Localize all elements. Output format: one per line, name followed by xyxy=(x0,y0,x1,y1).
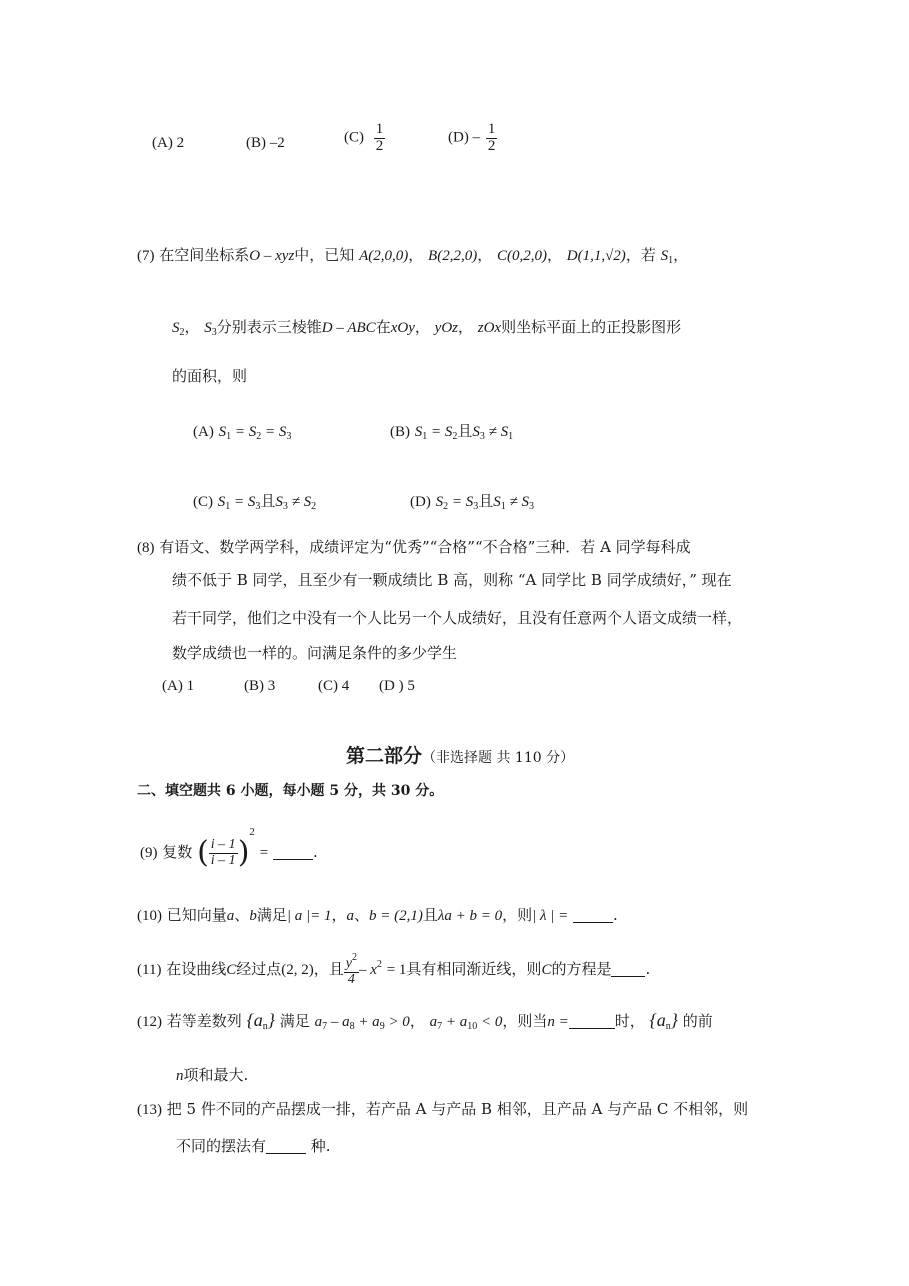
q12-line-1: (12) 若等差数列 $\{a_n\}$ 满足 $a_7 - a_8 + a_9 > 0$， $a_7 + a_{10} < 0$，则当n = 时， $\{a_n\}$ 的前 xyxy=(137,1010,713,1032)
part-2-title: 第二部分 xyxy=(346,745,423,767)
q8-line-4: 数学成绩也一样的。问满足条件的多少学生 xyxy=(172,644,458,662)
part-2-heading xyxy=(346,745,574,768)
q7-line-2: $S_2$， $S_3$分别表示三棱锥D – ABC在xOy， yOz， zOx则坐标平面上的正投影图形 xyxy=(172,318,682,338)
q13-line-2-a: 不同的摆法有 xyxy=(176,1137,267,1155)
q7-text: 在空间坐标系 xyxy=(159,246,250,264)
q11-answer-blank[interactable] xyxy=(611,961,645,977)
q12-answer-blank[interactable] xyxy=(569,1013,615,1029)
q8-number: (8) xyxy=(137,540,155,556)
q12-text-1: 若等差数列 xyxy=(166,1012,242,1030)
q10-then: ，则 xyxy=(502,906,533,924)
q7-option-a: (A) $S_1 = S_2 = S_3$ xyxy=(193,424,292,442)
q9-number: (9) xyxy=(140,845,158,861)
q10-vector-b: b xyxy=(249,908,257,924)
q13-answer-blank[interactable] xyxy=(266,1138,306,1154)
q7-line2-end: 则坐标平面上的正投影图形 xyxy=(501,318,682,336)
q9: (9) 复数 ( $\frac{i - 1}{i - 1}$ )$^2$ = . xyxy=(140,826,318,870)
q6-option-c-fraction xyxy=(374,122,386,155)
q11-curve-c-2: C xyxy=(541,962,552,979)
q12-text-5: 的前 xyxy=(682,1012,713,1030)
q10-answer-blank[interactable] xyxy=(573,907,613,923)
q11-x-term: – $x^2$ xyxy=(359,959,382,979)
q13-line-1-text: 把 5 件不同的产品摆成一排，若产品 A 与产品 B 相邻，且产品 A 与产品 C 不相邻，则 xyxy=(166,1100,749,1118)
q6-d-denominator: 2 xyxy=(487,137,496,154)
q7-if: ，若 xyxy=(625,246,656,264)
q7-s1: $S_1$ xyxy=(660,248,674,266)
q13-number: (13) xyxy=(137,1102,162,1118)
q7-line-1: (7) 在空间坐标系O – xyz中，已知 A(2,0,0)， B(2,2,0)， C(0,2,0)， D(1,1,√2)，若 $S_1$， xyxy=(137,246,689,266)
q12-sequence-2: $\{a_n\}$ xyxy=(649,1010,678,1032)
q7-s3: $S_3$ xyxy=(204,320,217,338)
q7-point-d: D(1,1,√2) xyxy=(566,248,626,264)
q11-denominator: 4 xyxy=(347,971,355,987)
q10-text-2: 满足 xyxy=(256,906,287,924)
q9-end: . xyxy=(312,843,318,861)
q7-option-a-label: (A) xyxy=(193,424,214,440)
q13-line-1 xyxy=(137,1100,748,1119)
q10-abs-a: | a |= 1 xyxy=(286,908,332,924)
q12-text-3: ，则当 xyxy=(502,1012,548,1030)
q6-option-d-fraction xyxy=(486,122,498,155)
q7-option-b-label: (B) xyxy=(390,424,410,440)
q11-text-2: 经过点 xyxy=(236,960,282,979)
q11-text-1: 在设曲线 xyxy=(166,960,227,979)
q10-and: 且 xyxy=(422,906,438,924)
q8-line-3: 若干同学，他们之中没有一个人比另一个人成绩好，且没有任意两个人语文成绩一样， xyxy=(172,609,743,627)
q11-point: (2, 2) xyxy=(281,962,314,979)
q7-option-c: (C) $S_1 = S_3$且$S_3 \ne S_2$ xyxy=(193,492,317,512)
q7-number: (7) xyxy=(137,248,155,264)
q11-equals: = 1 xyxy=(386,962,407,979)
q7-s2: $S_2$ xyxy=(172,320,185,338)
q9-equals: = xyxy=(259,845,269,861)
q7-plane-zox: zOx xyxy=(477,320,502,336)
q10-abs-lambda: | λ | = xyxy=(532,908,569,924)
q12-line-2-text: 项和最大. xyxy=(183,1066,249,1084)
q6-option-b: (B) –2 xyxy=(246,135,285,151)
q10-sep-1: 、 xyxy=(234,906,250,924)
q11 xyxy=(137,953,650,987)
q6-c-denominator: 2 xyxy=(375,137,384,154)
q12-sequence: $\{a_n\}$ xyxy=(246,1010,275,1032)
q6-option-d xyxy=(448,122,497,155)
q8-option-d: (D ) 5 xyxy=(379,678,415,694)
q10-comma: ， xyxy=(331,906,347,924)
q11-text-5: 的方程是 xyxy=(551,960,612,979)
q11-curve-c: C xyxy=(226,962,237,979)
q8-option-c: (C) 4 xyxy=(318,678,350,694)
q7-line2-mid: 分别表示三棱锥 xyxy=(216,318,322,336)
q7-option-d-and: 且 xyxy=(478,492,494,510)
section-2-heading: 二、填空题共 6 小题，每小题 5 分，共 30 分。 xyxy=(137,783,444,799)
q9-power: 2 xyxy=(249,826,255,838)
q6-c-numerator: 1 xyxy=(375,121,384,137)
q12-text-2: 满足 xyxy=(279,1012,310,1030)
q11-fraction xyxy=(344,953,359,987)
q10-vector-a: a xyxy=(226,908,235,924)
q12-n: n xyxy=(176,1068,184,1084)
q10-end: . xyxy=(613,906,618,924)
q10-number: (10) xyxy=(137,908,162,924)
q10-b-value: b = (2,1) xyxy=(368,908,423,924)
q10-text-1: 已知向量 xyxy=(166,906,227,924)
q7-plane-yoz: yOz xyxy=(434,320,458,336)
q12-n-equals: n = xyxy=(547,1014,569,1030)
q6-option-c-label: (C) xyxy=(344,129,364,146)
q7-in: 在 xyxy=(375,318,391,336)
q12-condition-2: $a_7 + a_{10} < 0$ xyxy=(429,1014,503,1032)
q7-option-d: (D) $S_2 = S_3$且$S_1 \ne S_3$ xyxy=(410,492,534,512)
q7-point-a: A(2,0,0) xyxy=(359,248,409,264)
q10-condition: λa + b = 0 xyxy=(437,908,503,924)
q8-line-2: 绩不低于 B 同学，且至少有一颗成绩比 B 高，则称 “A 同学比 B 同学成绩好，” 现在 xyxy=(172,571,732,589)
q12-condition-1: $a_7 - a_8 + a_9 > 0$ xyxy=(314,1014,410,1032)
q9-answer-blank[interactable] xyxy=(273,844,313,860)
q13-line-2-b: 种. xyxy=(310,1137,331,1155)
q7-pyramid: D – ABC xyxy=(321,320,376,336)
q11-numerator: $y^2$ xyxy=(345,952,357,971)
q8-line-1-text: 有语文、数学两学科，成绩评定为“优秀”“合格”“不合格”三种．若 A 同学每科成 xyxy=(159,538,691,556)
q6-d-numerator: 1 xyxy=(487,121,496,137)
part-2-subtitle: （非选择题 共 110 分） xyxy=(422,750,575,766)
q7-known: 中，已知 xyxy=(294,246,355,264)
q11-number: (11) xyxy=(137,962,162,979)
q7-point-b: B(2,2,0) xyxy=(428,248,478,264)
q11-text-3: ，且 xyxy=(313,960,344,979)
q7-option-b: (B) $S_1 = S_2$且$S_3 \ne S_1$ xyxy=(390,422,514,442)
q8-option-a: (A) 1 xyxy=(162,678,195,694)
q7-coordinate-system: O – xyz xyxy=(249,248,295,264)
q7-line-3: 的面积，则 xyxy=(172,367,248,385)
q7-option-c-and: 且 xyxy=(260,492,276,510)
q7-option-c-label: (C) xyxy=(193,494,213,510)
q10 xyxy=(137,906,618,925)
q8-line-1 xyxy=(137,538,691,557)
q9-text: 复数 xyxy=(162,843,193,861)
q10-sep-2: 、 xyxy=(353,906,369,924)
q6-option-d-label: (D) – xyxy=(448,129,481,146)
q7-plane-xoy: xOy xyxy=(390,320,415,336)
q12-text-4: 时， xyxy=(614,1012,645,1030)
q9-denominator: i – 1 xyxy=(210,852,236,868)
q6-option-a: (A) 2 xyxy=(152,135,185,151)
q9-fraction xyxy=(209,838,238,868)
q12-number: (12) xyxy=(137,1014,162,1030)
q11-end: . xyxy=(645,960,651,979)
q7-option-b-and: 且 xyxy=(457,422,473,440)
q10-vector-a-2: a xyxy=(346,908,354,924)
q13-line-2 xyxy=(176,1137,331,1155)
q11-text-4: 具有相同渐近线，则 xyxy=(406,960,542,979)
q7-point-c: C(0,2,0) xyxy=(496,248,547,264)
q8-option-b: (B) 3 xyxy=(244,678,276,694)
q7-option-d-label: (D) xyxy=(410,494,431,510)
q6-option-c xyxy=(344,122,385,155)
q9-numerator: i – 1 xyxy=(210,836,236,852)
q12-line-2 xyxy=(176,1066,248,1085)
